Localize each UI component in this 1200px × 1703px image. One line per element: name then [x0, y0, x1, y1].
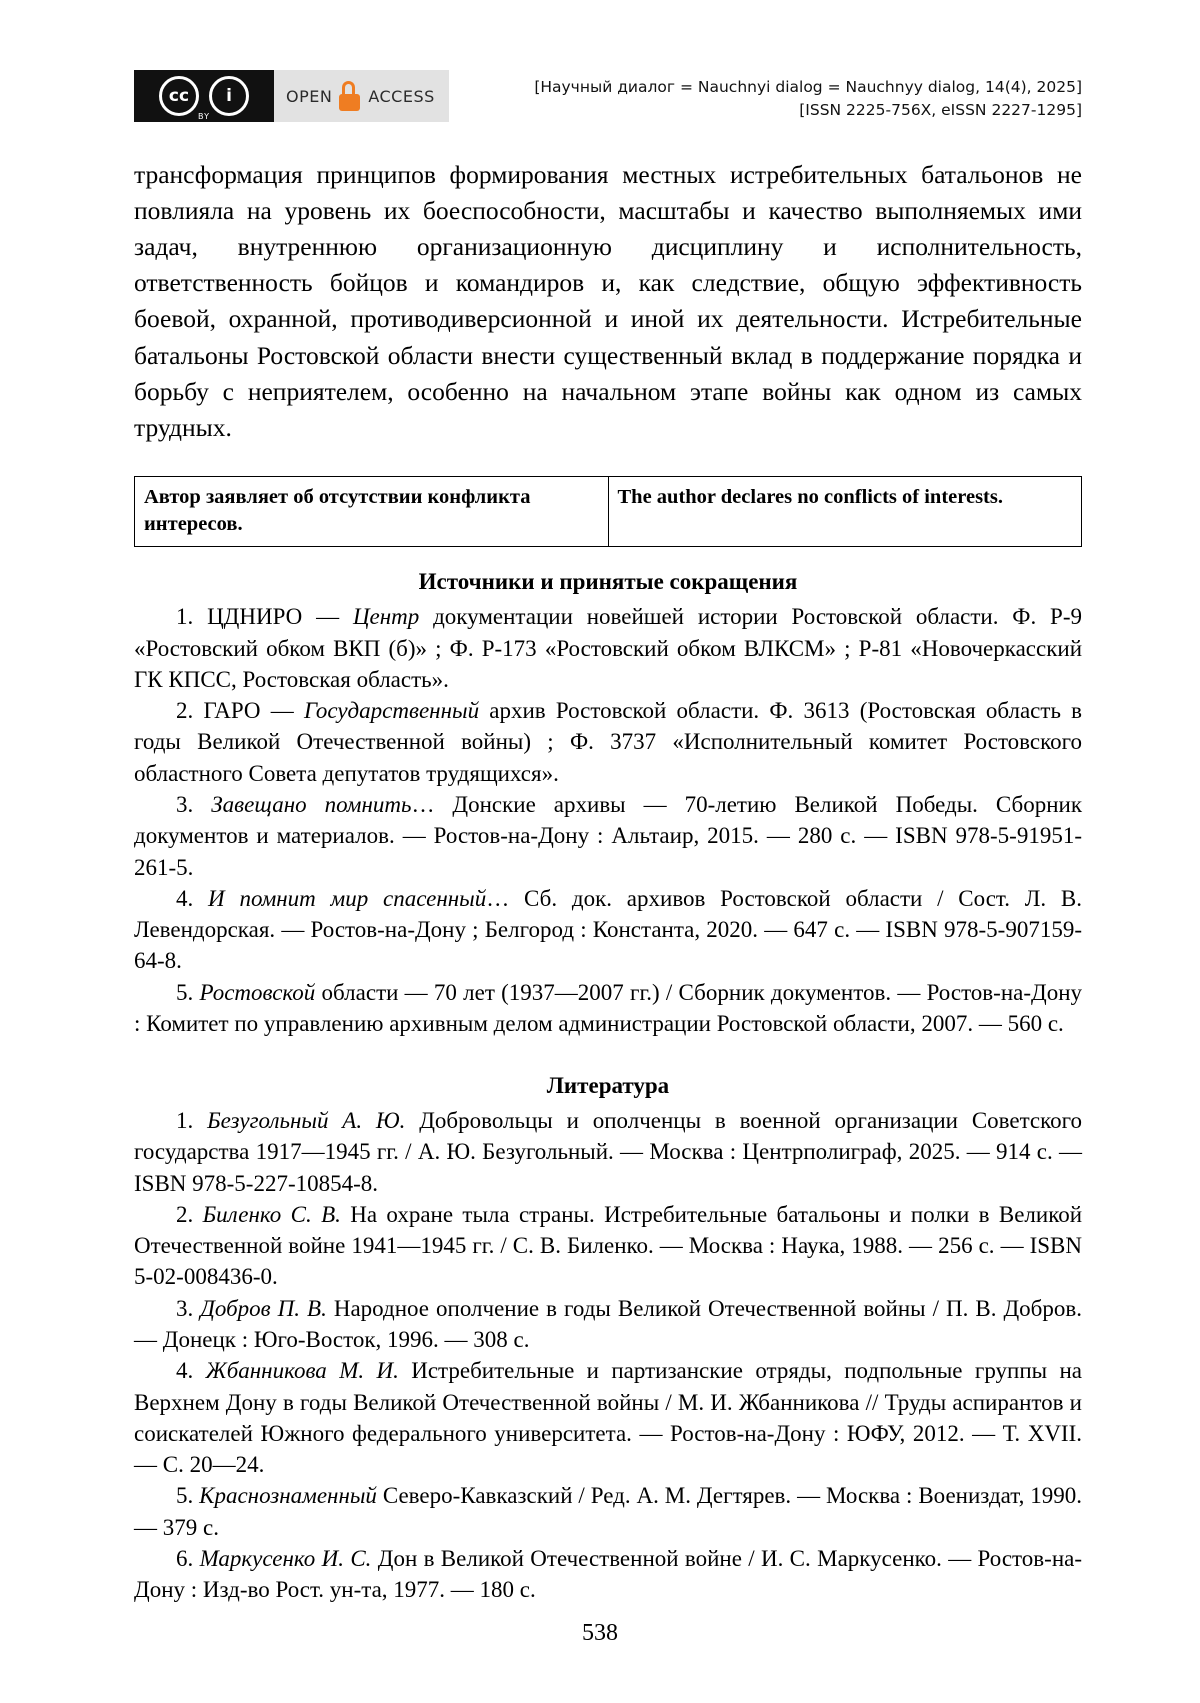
reference-entry: [134, 1199, 1082, 1293]
reference-emphasis: Безугольный А. Ю.: [207, 1108, 406, 1134]
intro-paragraph: трансформация принципов формирования местных истребительных батальонов не повлияла на уровень их боеспособности, масштабы и качество выполняемых ими задач, внутреннюю организационную дисциплину и исполнительность, ответственность бойцов и командиров и, как следствие, общую эффективность боевой, охранной, противодиверсионной и иной их деятельности. Истребительные батальоны Ростовской области внести существенный вклад в поддержание порядка и борьбу с неприятелем, особенно на начальном этапе войны как одном из самых трудных.: [134, 159, 1082, 442]
reference-text: ГАРО —: [193, 698, 304, 724]
reference-text: архив Ростовской области. Ф. 3613 (Ростовская область в годы Великой Отечественной войны) ; Ф. 3737 «Исполнительный комитет Ростовского областного Совета депутатов трудящихся».: [134, 698, 1082, 786]
reference-number: 5.: [176, 979, 194, 1005]
reference-entry: [134, 977, 1082, 1040]
reference-emphasis: Государственный: [303, 698, 480, 724]
reference-emphasis: Завещано помнить: [211, 792, 412, 817]
cc-by-person-icon: i: [209, 76, 249, 116]
access-label: ACCESS: [368, 86, 435, 106]
cc-logo-icon: cc: [159, 76, 199, 116]
sources-heading: Источники и принятые сокращения: [418, 569, 798, 595]
reference-text: [193, 886, 208, 911]
reference-text: [193, 1108, 207, 1133]
journal-meta: [534, 70, 1082, 123]
reference-text: Северо-Кавказский / Ред. А. М. Дегтярев. — Москва : Воениздат, 1990. — 379 с.: [134, 1483, 1082, 1540]
open-access-badge: [134, 70, 449, 122]
reference-number: 3.: [176, 792, 194, 817]
reference-text: области — 70 лет (1937—2007 гг.) / Сборник документов. — Ростов-на-Дону : Комитет по управлению архивным делом администрации Ростовской области, 2007. — 560 с.: [134, 979, 1083, 1036]
conflict-of-interest-table: [134, 476, 1082, 547]
reference-emphasis: Биленко С. В.: [202, 1201, 341, 1227]
reference-text: ЦДНИРО —: [193, 604, 353, 630]
reference-emphasis: Краснознаменный: [199, 1483, 377, 1509]
conflict-statement-en: The author declares no conflicts of interests.: [608, 477, 1082, 547]
reference-entry: [134, 1355, 1082, 1480]
open-lock-icon: [339, 81, 361, 111]
reference-number: 3.: [176, 1295, 194, 1321]
reference-entry: [134, 1293, 1082, 1356]
journal-title-line: [Научный диалог = Nauchnyi dialog = Nauchnyy dialog, 14(4), 2025]: [534, 78, 1082, 96]
journal-issn-line: [ISSN 2225-756X, eISSN 2227-1295]: [799, 101, 1082, 120]
reference-text: Народное ополчение в годы Великой Отечественной войны / П. В. Добров. — Донецк : Юго-Восток, 1996. — 308 с.: [134, 1295, 1082, 1352]
sources-list: [134, 601, 1082, 1039]
reference-text: [193, 792, 211, 817]
literature-list: [134, 1105, 1082, 1605]
reference-text: … Сб. док. архивов Ростовской области / Сост. Л. В. Левендорская. — Ростов-на-Дону ; Белгород : Константа, 2020. — 647 с. — ISBN 978-5-907159-64-8.: [134, 885, 1083, 974]
reference-entry: [134, 695, 1082, 789]
reference-text: На охране тыла страны. Истребительные батальоны и полки в Великой Отечественной войне 1941—1945 гг. / С. В. Биленко. — Москва : Наука, 1988. — 256 с. — ISBN 5-02-008436-0.: [134, 1201, 1083, 1290]
reference-entry: [134, 1543, 1082, 1606]
open-label: OPEN: [286, 86, 333, 106]
table-row: [135, 477, 1082, 547]
open-access-label: [274, 70, 449, 122]
reference-text: [193, 1358, 205, 1383]
reference-number: 6.: [176, 1545, 194, 1571]
page-number: 538: [582, 1620, 618, 1646]
reference-number: 4.: [176, 885, 194, 911]
reference-text: документации новейшей истории Ростовской области. Ф. Р-9 «Ростовский обком ВКП (б)» ; Ф. Р-173 «Ростовский обком ВЛКСМ» ; Р-81 «Новочеркасский ГК КПСС, Ростовская область».: [134, 604, 1083, 692]
reference-text: Дон в Великой Отечественной войне / И. С. Маркусенко. — Ростов-на-Дону : Изд-во Рост. ун-та, 1977. — 180 с.: [134, 1545, 1083, 1603]
reference-emphasis: Ростовской: [199, 979, 316, 1005]
reference-number: 4.: [176, 1358, 194, 1384]
literature-heading: Литература: [546, 1073, 670, 1099]
reference-emphasis: Добров П. В.: [200, 1295, 327, 1321]
reference-text: [193, 1202, 202, 1227]
conflict-statement-ru: Автор заявляет об отсутствии конфликта интересов.: [135, 477, 609, 547]
reference-emphasis: И помнит мир спасенный: [208, 885, 487, 911]
reference-entry: [134, 1480, 1082, 1543]
reference-entry: [134, 883, 1082, 977]
reference-text: Истребительные и партизанские отряды, подпольные группы на Верхнем Дону в годы Великой Отечественной войны / М. И. Жбанникова // Труды аспирантов и соискателей Южного федерального университета. — Ростов-на-Дону : ЮФУ, 2012. — Т. XVII. — С. 20—24.: [134, 1358, 1082, 1478]
reference-emphasis: Жбанникова М. И.: [205, 1358, 399, 1384]
reference-number: 5.: [176, 1483, 194, 1509]
reference-entry: [134, 1105, 1082, 1199]
reference-number: 1.: [176, 1108, 194, 1134]
reference-entry: [134, 601, 1082, 695]
creative-commons-icon: [134, 70, 274, 122]
reference-text: Добровольцы и ополченцы в военной организации Советского государства 1917—1945 гг. / А. Ю. Безугольный. — Москва : Центрполиграф, 2025. — 914 с. — ISBN 978-5-227-10854-8.: [134, 1108, 1082, 1196]
reference-number: 2.: [176, 1201, 194, 1227]
reference-number: 2.: [176, 698, 194, 724]
reference-text: … Донские архивы — 70-летию Великой Победы. Сборник документов и материалов. — Ростов-на-Дону : Альтаир, 2015. — 280 с. — ISBN 978-5-91951-261-5.: [134, 792, 1083, 880]
reference-emphasis: Маркусенко И. С.: [199, 1545, 372, 1571]
reference-number: 1.: [176, 604, 194, 630]
cc-by-label: BY: [198, 112, 210, 121]
reference-emphasis: Центр: [352, 604, 420, 630]
reference-entry: [134, 789, 1082, 883]
page-header: [134, 70, 1082, 123]
